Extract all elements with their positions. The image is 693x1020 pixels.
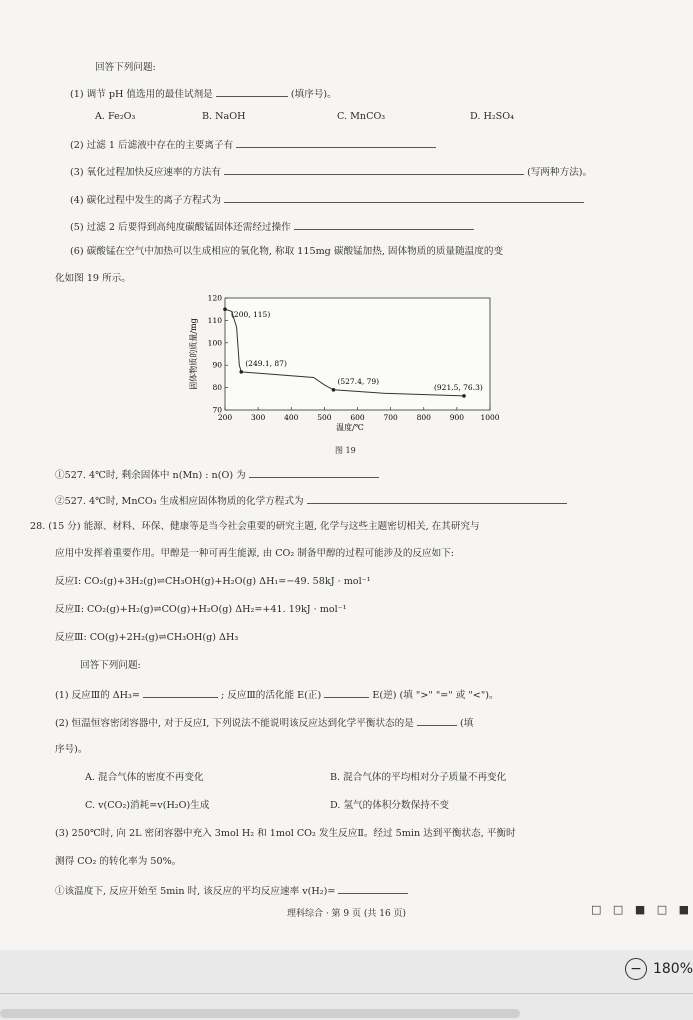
question-1: (1) 调节 pH 值选用的最佳试剂是 (填序号)。	[70, 89, 337, 100]
reaction-3: 反应Ⅲ: CO(g)+2H₂(g)⇌CH₃OH(g) ΔH₃	[55, 632, 239, 643]
question-intro: 回答下列问题:	[95, 62, 156, 73]
reaction-1: 反应Ⅰ: CO₂(g)+3H₂(g)⇌CH₃OH(g)+H₂O(g) ΔH₁=−49. 58kJ · mol⁻¹	[55, 576, 371, 587]
question-6-line1: (6) 碳酸锰在空气中加热可以生成相应的氧化物, 称取 115mg 碳酸锰加热, 固体物质的质量随温度的变	[70, 246, 504, 257]
x-tick-label: 200	[217, 413, 233, 422]
option-c: C. MnCO₃	[337, 111, 386, 122]
y-tick-label: 120	[207, 294, 222, 303]
x-tick-label: 900	[449, 413, 465, 422]
option-28-b: B. 混合气体的平均相对分子质量不再变化	[330, 772, 507, 783]
data-point-label: (249.1, 87)	[245, 358, 287, 368]
question-28-part3-line2: 测得 CO₂ 的转化率为 50%。	[55, 856, 182, 867]
y-tick-label: 90	[212, 360, 222, 370]
option-d: D. H₂SO₄	[470, 111, 514, 122]
data-point-label: (921.5, 76.3)	[433, 382, 483, 392]
y-tick-label: 80	[212, 383, 222, 393]
answer-blank	[338, 884, 408, 894]
mass-temperature-chart	[180, 294, 500, 432]
answer-blank	[224, 193, 584, 203]
x-tick-label: 400	[284, 413, 299, 422]
y-tick-label: 100	[207, 338, 222, 348]
question-4: (4) 碳化过程中发生的离子方程式为	[70, 193, 584, 207]
option-28-d: D. 氢气的体积分数保持不变	[330, 800, 449, 811]
option-28-a: A. 混合气体的密度不再变化	[85, 772, 204, 783]
data-point	[223, 307, 227, 311]
answer-blank	[307, 494, 567, 504]
answer-blank	[294, 220, 474, 230]
answer-blank	[143, 688, 218, 698]
figure-caption: 图 19	[335, 446, 356, 455]
data-point-label: (200, 115)	[231, 310, 271, 320]
answer-blank	[324, 688, 369, 698]
question-28-part2: (2) 恒温恒容密闭容器中, 对于反应Ⅰ, 下列说法不能说明该反应达到化学平衡状态的是 (填	[55, 718, 474, 729]
page-nav-marks: □ □ ■ □ ■	[591, 903, 693, 916]
horizontal-scrollbar[interactable]	[0, 1009, 520, 1018]
y-tick-label: 70	[212, 405, 222, 415]
question-28-line2: 应用中发挥着重要作用。甲醇是一种可再生能源, 由 CO₂ 制备甲醇的过程可能涉及的反应如下:	[55, 548, 455, 559]
question-28-part3-line1: (3) 250℃时, 向 2L 密闭容器中充入 3mol H₂ 和 1mol CO₂ 发生反应Ⅱ。经过 5min 达到平衡状态, 平衡时	[55, 828, 516, 839]
reaction-2: 反应Ⅱ: CO₂(g)+H₂(g)⇌CO(g)+H₂O(g) ΔH₂=+41. 19kJ · mol⁻¹	[55, 604, 347, 615]
subquestion-1: ①527. 4℃时, 剩余固体中 n(Mn) : n(O) 为	[55, 468, 379, 482]
zoom-out-icon[interactable]: −	[625, 958, 647, 980]
page-footer: 理科综合 · 第 9 页 (共 16 页)	[286, 909, 407, 919]
answer-blank	[216, 87, 288, 97]
x-tick-label: 1000	[480, 413, 500, 422]
answer-blank	[236, 138, 436, 148]
zoom-control	[625, 958, 693, 980]
x-tick-label: 800	[416, 413, 431, 422]
y-tick-label: 110	[207, 315, 222, 325]
option-a: A. Fe₂O₃	[95, 111, 136, 122]
option-b: B. NaOH	[202, 111, 246, 122]
x-tick-label: 300	[250, 413, 266, 422]
question-28-intro: 回答下列问题:	[80, 660, 141, 671]
question-28-line1: 28. (15 分) 能源、材料、环保、健康等是当今社会重要的研究主题, 化学与这些主题密切相关, 在其研究与	[30, 521, 480, 532]
question-6-line2: 化如图 19 所示。	[55, 273, 131, 284]
data-point	[462, 394, 466, 398]
data-point	[332, 388, 336, 392]
x-tick-label: 500	[317, 413, 332, 422]
answer-blank	[249, 468, 379, 478]
option-28-c: C. v(CO₂)消耗=v(H₂O)生成	[85, 800, 210, 811]
x-tick-label: 600	[350, 413, 365, 422]
question-5: (5) 过滤 2 后要得到高纯度碳酸锰固体还需经过操作	[70, 220, 474, 234]
subquestion-2: ②527. 4℃时, MnCO₃ 生成相应固体物质的化学方程式为	[55, 494, 567, 508]
x-tick-label: 700	[383, 413, 398, 422]
data-point-label: (527.4, 79)	[337, 376, 380, 386]
question-3: (3) 氧化过程加快反应速率的方法有 (写两种方法)。	[70, 167, 593, 178]
question-2: (2) 过滤 1 后滤液中存在的主要离子有	[70, 138, 436, 152]
answer-blank	[224, 165, 524, 175]
question-28-part1: (1) 反应Ⅲ的 ΔH₃= ; 反应Ⅲ的活化能 E(正) E(逆) (填 ">" "=" 或 "<")。	[55, 690, 499, 701]
question-28-part2-cont: 序号)。	[55, 744, 88, 755]
data-point	[239, 370, 243, 374]
question-28-part3-sub1: ①该温度下, 反应开始至 5min 时, 该反应的平均反应速率 v(H₂)=	[55, 884, 408, 898]
answer-blank	[417, 716, 457, 726]
y-axis-label: 固体物质的质量/mg	[189, 318, 198, 390]
viewer-divider	[0, 993, 693, 994]
x-axis-label: 温度/℃	[336, 423, 364, 432]
zoom-level: 180%	[652, 961, 693, 977]
